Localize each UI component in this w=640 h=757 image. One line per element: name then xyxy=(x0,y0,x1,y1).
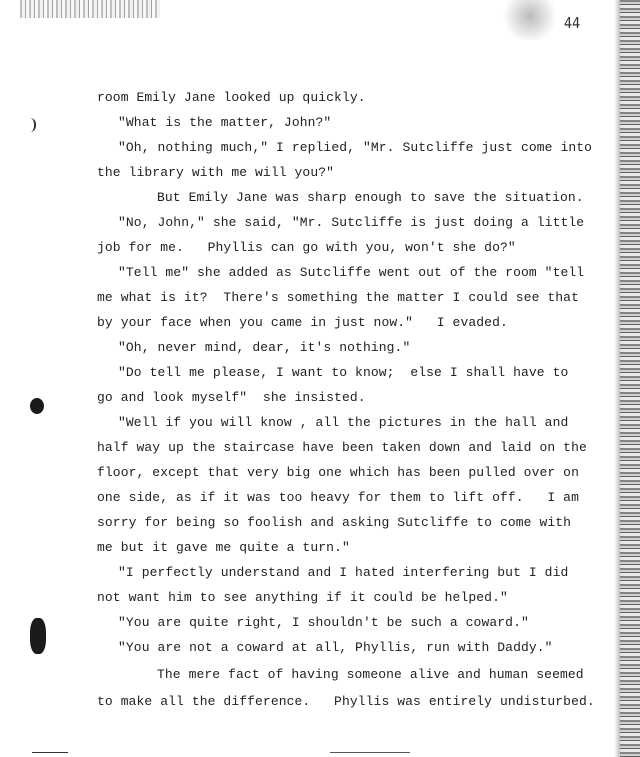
text-line: me but it gave me quite a turn." xyxy=(97,540,350,555)
text-line: not want him to see anything if it could be helped." xyxy=(97,590,508,605)
binding-mark xyxy=(30,618,46,654)
scan-line xyxy=(32,752,68,753)
punch-hole xyxy=(30,398,44,414)
scan-artifact-top xyxy=(20,0,160,18)
text-line: "You are not a coward at all, Phyllis, run with Daddy." xyxy=(118,640,553,655)
scan-line xyxy=(330,752,410,753)
text-line: go and look myself" she insisted. xyxy=(97,390,366,405)
text-line: by your face when you came in just now." I evaded. xyxy=(97,315,508,330)
text-line: the library with me will you?" xyxy=(97,165,335,180)
text-line: "What is the matter, John?" xyxy=(118,115,332,130)
text-line: "You are quite right, I shouldn't be such a coward." xyxy=(118,615,529,630)
text-line: room Emily Jane looked up quickly. xyxy=(97,90,366,105)
scan-artifact-corner xyxy=(500,0,560,40)
scan-edge-right xyxy=(620,0,640,757)
text-line: half way up the staircase have been taken down and laid on the xyxy=(97,440,587,455)
text-line: "Well if you will know , all the pictures in the hall and xyxy=(118,415,569,430)
text-line: "Oh, never mind, dear, it's nothing." xyxy=(118,340,411,355)
text-line: But Emily Jane was sharp enough to save the situation. xyxy=(157,190,584,205)
text-line: floor, except that very big one which has been pulled over on xyxy=(97,465,579,480)
text-line: The mere fact of having someone alive and human seemed xyxy=(157,667,584,682)
text-line: "Do tell me please, I want to know; else I shall have to xyxy=(118,365,569,380)
text-line: "I perfectly understand and I hated interfering but I did xyxy=(118,565,569,580)
margin-mark xyxy=(30,118,36,132)
text-line: "Tell me" she added as Sutcliffe went out of the room "tell xyxy=(118,265,585,280)
text-line: "Oh, nothing much," I replied, "Mr. Sutcliffe just come into xyxy=(118,140,593,155)
text-line: job for me. Phyllis can go with you, won't she do?" xyxy=(97,240,516,255)
text-line: "No, John," she said, "Mr. Sutcliffe is just doing a little xyxy=(118,215,585,230)
scan-edge-shadow xyxy=(614,0,620,757)
text-line: me what is it? There's something the matter I could see that xyxy=(97,290,579,305)
text-line: one side, as if it was too heavy for them to lift off. I am xyxy=(97,490,579,505)
text-line: to make all the difference. Phyllis was entirely undisturbed. xyxy=(97,694,595,709)
page-number: 44 xyxy=(563,14,581,32)
text-line: sorry for being so foolish and asking Sutcliffe to come with xyxy=(97,515,572,530)
